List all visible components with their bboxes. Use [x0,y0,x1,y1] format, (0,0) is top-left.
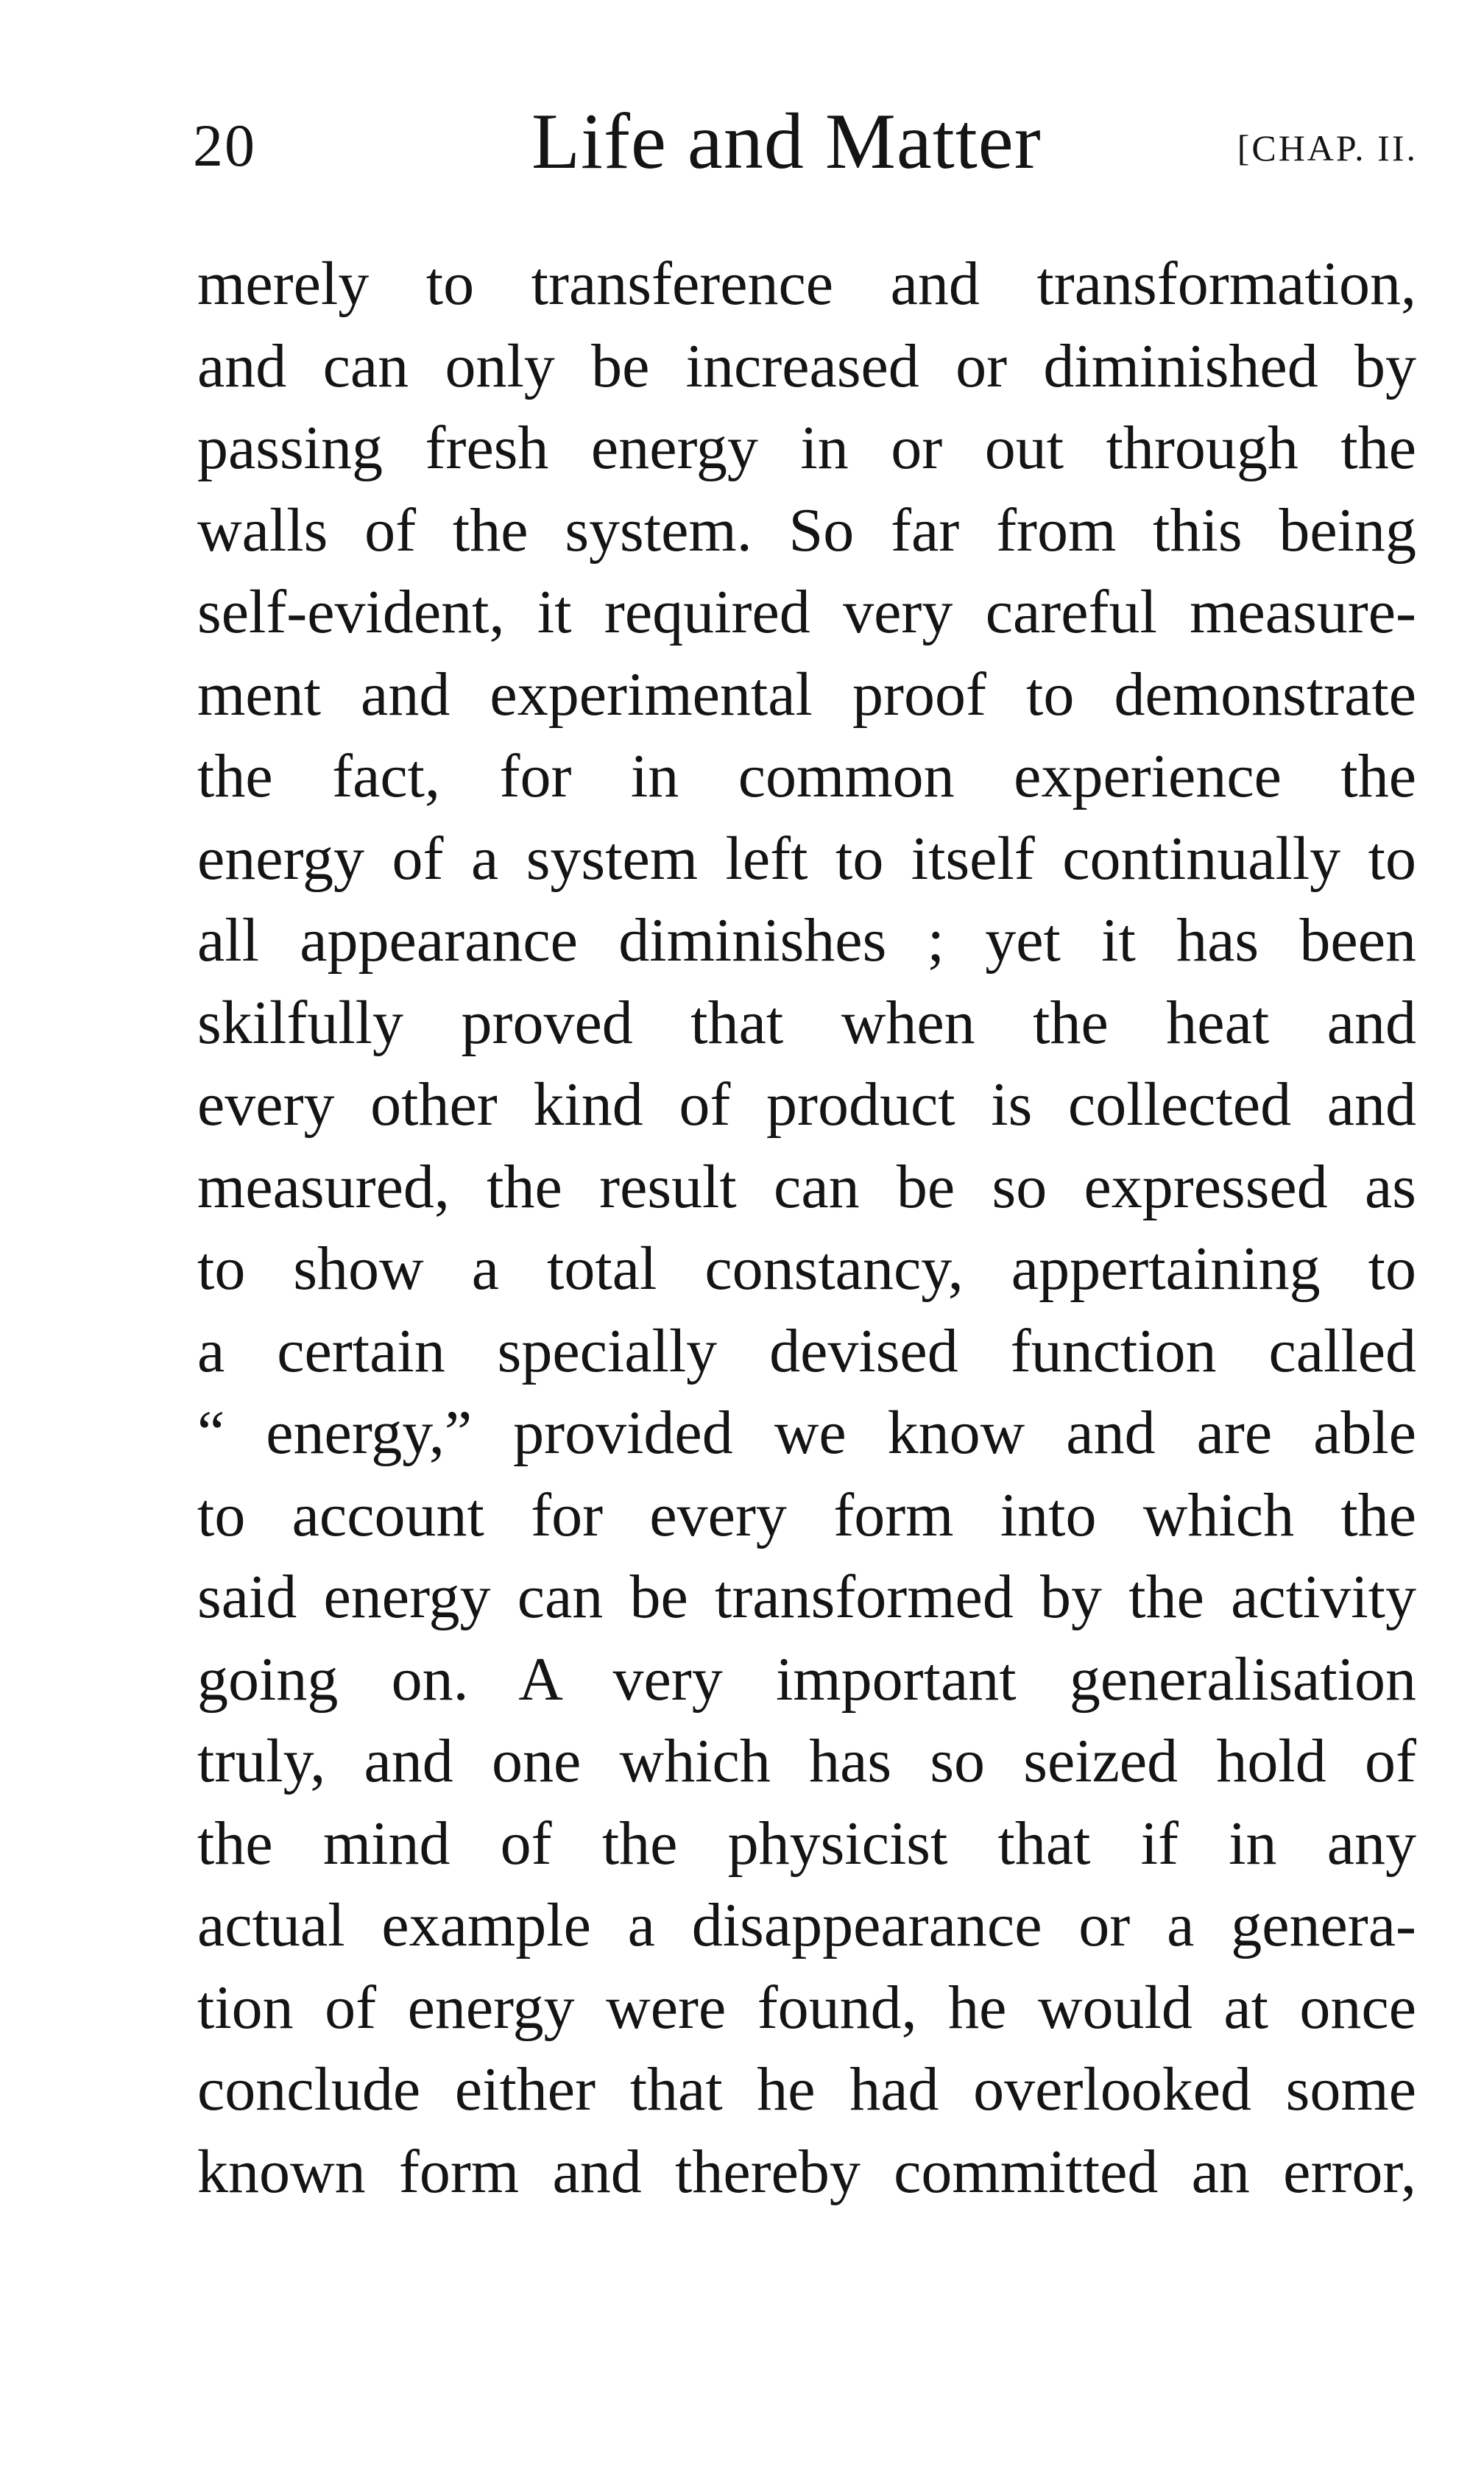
text-line: energy of a system left to itself continually to [197,824,1416,893]
text-line: ment and experimental proof to demonstrate [197,660,1416,729]
text-line: merely to transference and transformation, [197,250,1416,318]
text-line: a certain specially devised function called [197,1316,1416,1385]
text-line: the fact, for in common experience the [197,742,1416,810]
text-line: every other kind of product is collected and [197,1070,1416,1139]
running-title: Life and Matter [531,98,1042,185]
text-line: passing fresh energy in or out through the [197,414,1416,482]
text-line: and can only be increased or diminished by [197,331,1416,400]
text-line: actual example a disappearance or a genera- [197,1891,1416,1959]
text-line: known form and thereby committed an error, [197,2137,1416,2206]
text-line: all appearance diminishes ; yet it has been [197,906,1416,975]
text-line: said energy can be transformed by the activity [197,1563,1416,1631]
text-line: self-evident, it required very careful measure- [197,578,1416,646]
text-line: going on. A very important generalisation [197,1644,1416,1714]
text-line: conclude either that he had overlooked some [197,2055,1416,2124]
text-line: tion of energy were found, he would at once [197,1973,1416,2042]
text-line: to account for every form into which the [197,1480,1416,1549]
text-line: to show a total constancy, appertaining to [197,1234,1416,1303]
text-line: the mind of the physicist that if in any [197,1809,1416,1878]
text-line: measured, the result can be so expressed as [197,1152,1416,1221]
text-line: truly, and one which has so seized hold of [197,1727,1416,1795]
text-line: skilfully proved that when the heat and [197,988,1416,1057]
chapter-reference: [CHAP. II. [1237,127,1418,169]
text-line: “ energy,” provided we know and are able [197,1399,1416,1467]
body-text [197,243,1416,2213]
page-number: 20 [193,112,256,179]
running-head [193,98,1418,190]
text-line: walls of the system. So far from this being [197,495,1416,565]
